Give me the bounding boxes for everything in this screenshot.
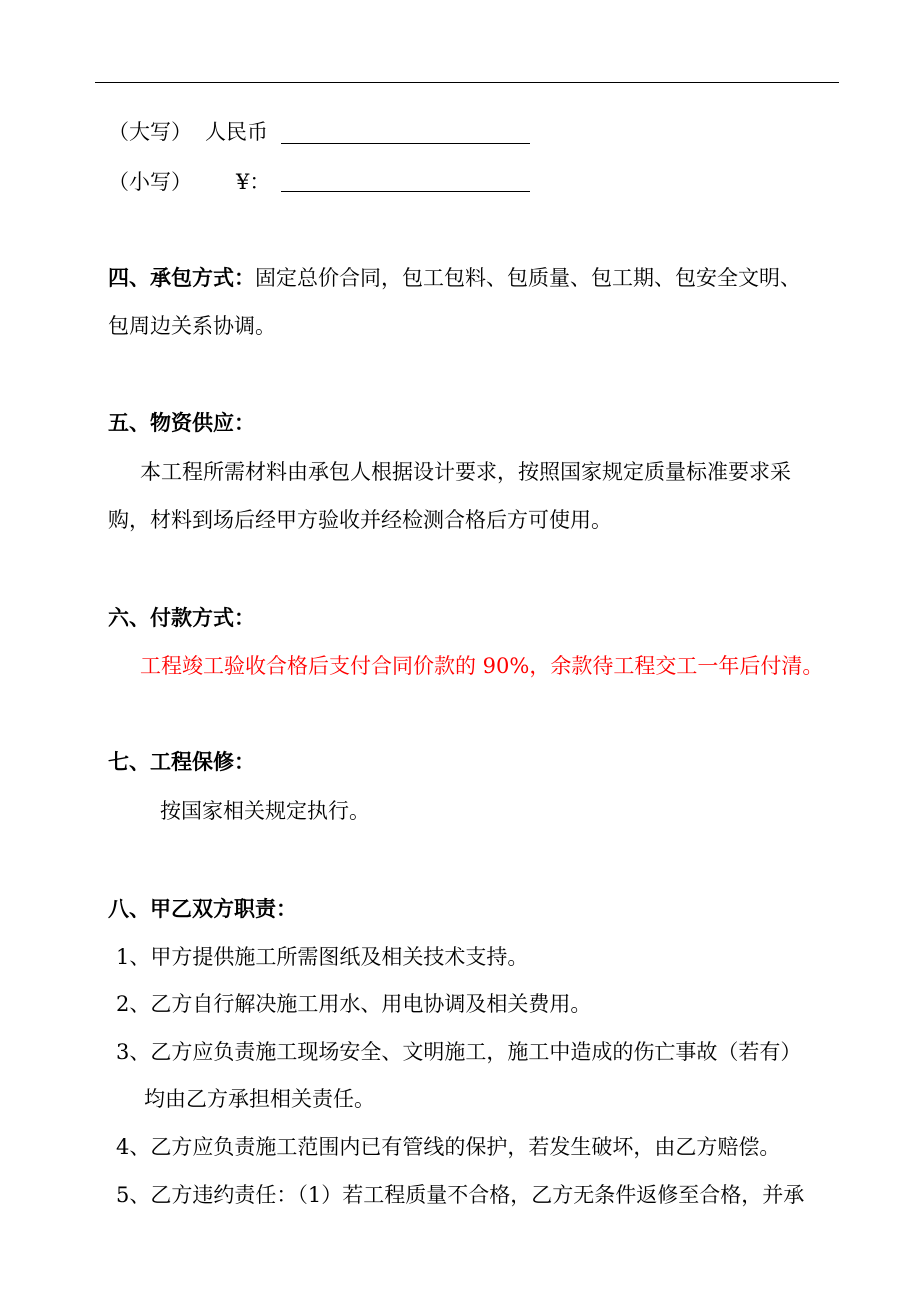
section6-text: 工程竣工验收合格后支付合同价款的 90%，余款待工程交工一年后付清。 <box>140 654 824 678</box>
amount-lower-currency: ¥： <box>236 170 271 194</box>
section8-item: 1、甲方提供施工所需图纸及相关技术支持。 <box>116 945 529 969</box>
section7-text: 按国家相关规定执行。 <box>160 799 370 823</box>
section8-item-continuation: 均由乙方承担相关责任。 <box>144 1087 375 1111</box>
section6-title: 六、付款方式： <box>108 605 255 630</box>
section8-item: 3、乙方应负责施工现场安全、文明施工，施工中造成的伤亡事故（若有） <box>116 1040 802 1064</box>
amount-lower-blank <box>281 191 530 192</box>
section8-title: 八、甲乙双方职责： <box>108 896 297 921</box>
amount-upper-currency: 人民币 <box>205 120 268 144</box>
header-rule <box>95 82 839 83</box>
section5-title: 五、物资供应： <box>108 410 255 435</box>
section4-text-line2: 包周边关系协调。 <box>108 314 276 338</box>
section8-item: 5、乙方违约责任：（1）若工程质量不合格，乙方无条件返修至合格，并承 <box>116 1183 805 1207</box>
section8-item: 2、乙方自行解决施工用水、用电协调及相关费用。 <box>116 992 592 1016</box>
amount-lower-label: （小写） <box>108 170 192 194</box>
amount-upper-label: （大写） <box>108 120 192 144</box>
section8-item: 4、乙方应负责施工范围内已有管线的保护，若发生破坏，由乙方赔偿。 <box>116 1135 781 1159</box>
section4-title: 四、承包方式： <box>108 265 255 290</box>
amount-upper-blank <box>281 143 530 144</box>
section4-line1 <box>108 264 801 292</box>
section4-text-line1: 固定总价合同，包工包料、包质量、包工期、包安全文明、 <box>255 266 801 290</box>
section5-text-line1: 本工程所需材料由承包人根据设计要求，按照国家规定质量标准要求采 <box>140 460 791 484</box>
section7-title: 七、工程保修： <box>108 749 255 774</box>
section5-text-line2: 购，材料到场后经甲方验收并经检测合格后方可使用。 <box>108 508 612 532</box>
